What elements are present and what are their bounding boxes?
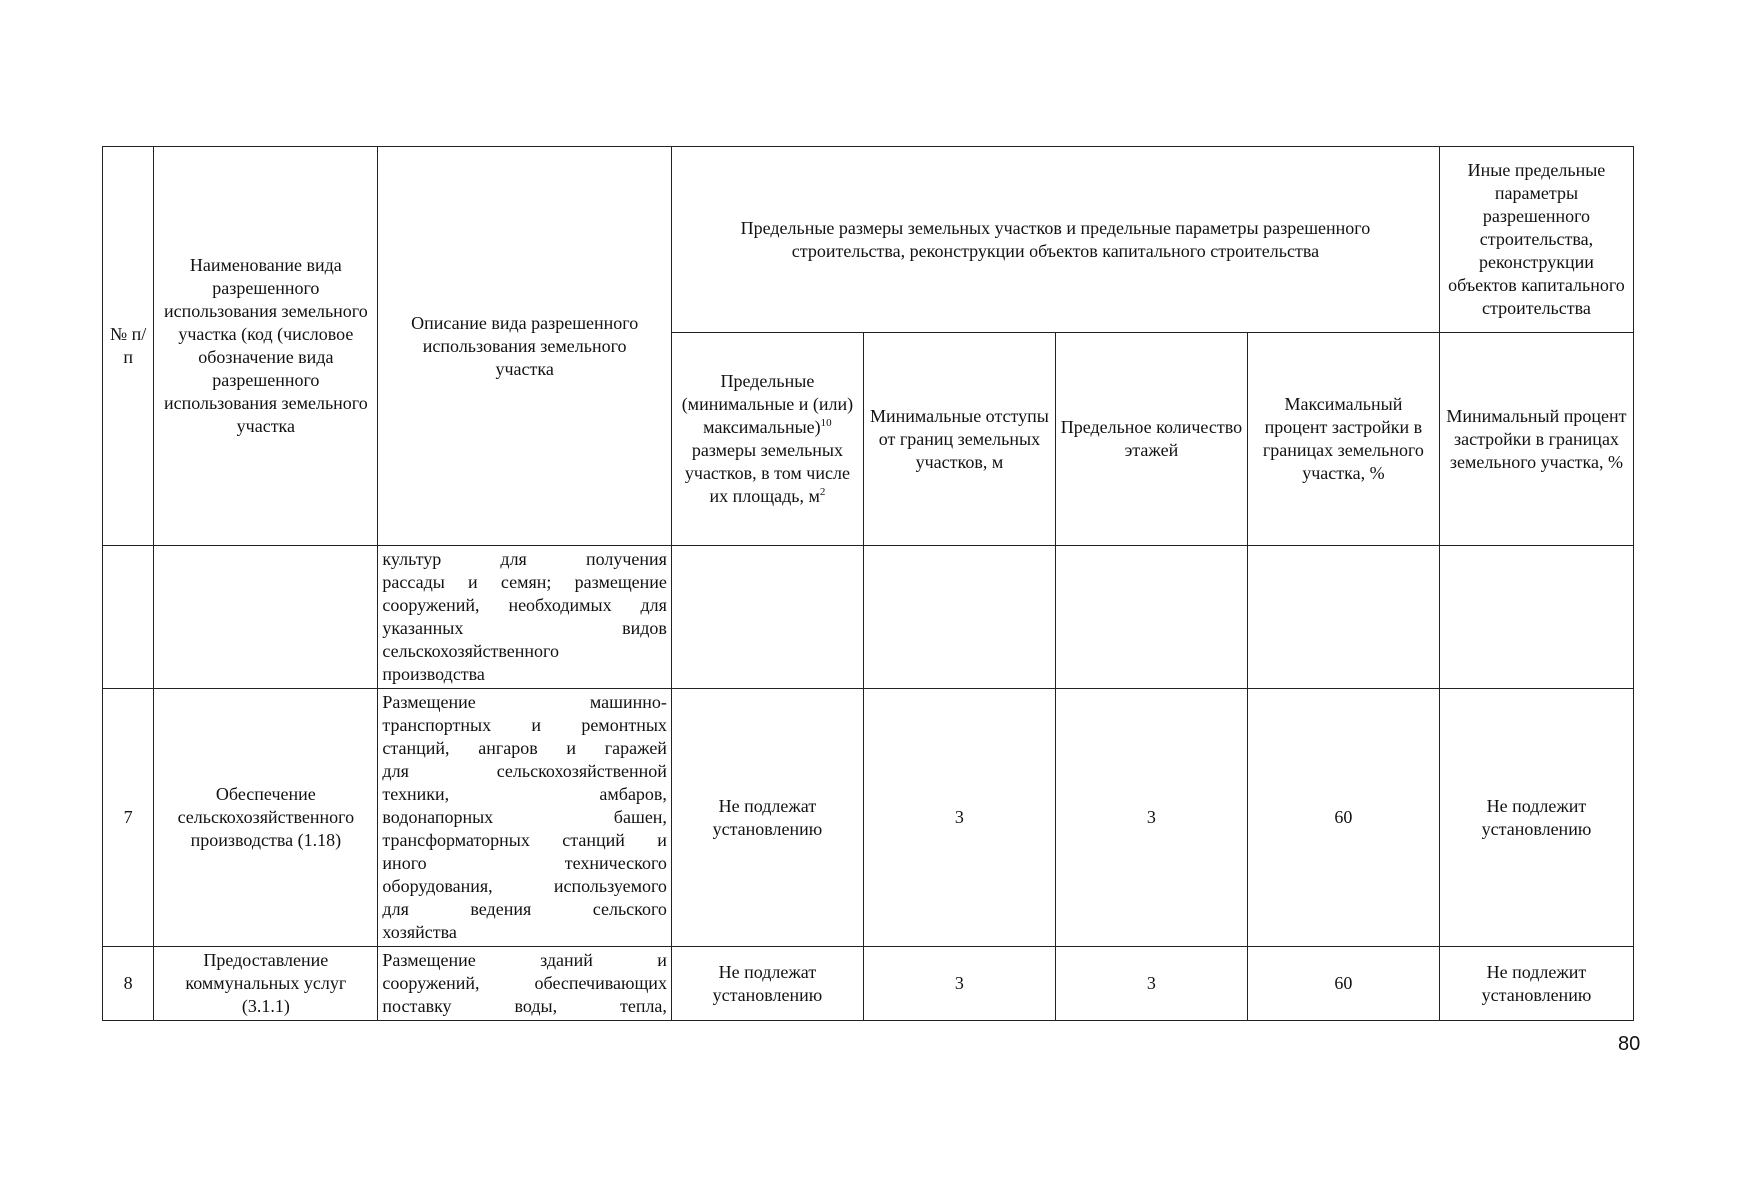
description-line: сооружений, необходимых для [382, 595, 667, 615]
regulations-table [102, 146, 1634, 1021]
description-line: Размещение зданий и [382, 950, 667, 970]
header-col-floors: Предельное количество этажей [1055, 333, 1247, 546]
row-setbacks: 3 [863, 689, 1055, 947]
row-max-percent: 60 [1247, 947, 1439, 1021]
row-setbacks: 3 [863, 947, 1055, 1021]
description-line: трансформаторных станций и [382, 830, 667, 850]
header-col-setbacks: Минимальные отступы от границ земельных участков, м [863, 333, 1055, 546]
description-line: Размещение машинно- [382, 692, 667, 712]
row-num [103, 546, 154, 689]
header-col-sizes-pre: Предельные (минимальные и (или) максимальные) [681, 371, 854, 437]
row-floors: 3 [1055, 689, 1247, 947]
row-num: 7 [103, 689, 154, 947]
row-description [378, 546, 672, 689]
row-sizes: Не подлежат установлению [671, 947, 863, 1021]
description-line: сельскохозяйственного [382, 641, 559, 661]
header-name: Наименование вида разрешенного использования земельного участка (код (числовое обозначение вида разрешенного использования земельного участка [154, 147, 378, 546]
description-line: указанных видов [382, 618, 667, 638]
header-row-1 [103, 147, 1634, 333]
row-description [378, 689, 672, 947]
description-line: иного технического [382, 853, 667, 873]
row-max-percent [1247, 546, 1439, 689]
row-name: Предоставление коммунальных услуг (3.1.1) [154, 947, 378, 1021]
row-description [378, 947, 672, 1021]
description-line: поставку воды, тепла, [382, 996, 667, 1016]
header-col-min-percent: Минимальный процент застройки в границах земельного участка, % [1439, 333, 1633, 546]
page-number: 80 [1618, 1033, 1641, 1055]
row-name: Обеспечение сельскохозяйственного производства (1.18) [154, 689, 378, 947]
description-line: культур для получения [382, 549, 667, 569]
row-min-percent [1439, 546, 1633, 689]
header-limits-group: Предельные размеры земельных участков и предельные параметры разрешенного строительства, реконструкции объектов капитального строительства [671, 147, 1439, 333]
table-row [103, 947, 1634, 1021]
row-max-percent: 60 [1247, 689, 1439, 947]
row-setbacks [863, 546, 1055, 689]
description-line: рассады и семян; размещение [382, 572, 667, 592]
header-description: Описание вида разрешенного использования земельного участка [378, 147, 672, 546]
header-col-max-percent: Максимальный процент застройки в границах земельного участка, % [1247, 333, 1439, 546]
unit-exponent: 2 [819, 486, 826, 498]
row-sizes [671, 546, 863, 689]
row-floors [1055, 546, 1247, 689]
description-line: техники, амбаров, [382, 784, 667, 804]
description-line: транспортных и ремонтных [382, 715, 667, 735]
row-sizes: Не подлежат установлению [671, 689, 863, 947]
row-name [154, 546, 378, 689]
header-col-sizes-post: размеры земельных участков, в том числе их площадь, м [684, 440, 850, 506]
row-floors: 3 [1055, 947, 1247, 1021]
description-line: станций, ангаров и гаражей [382, 738, 667, 758]
footnote-mark: 10 [820, 417, 832, 429]
description-line: производства [382, 664, 485, 684]
row-min-percent: Не подлежит установлению [1439, 947, 1633, 1021]
description-line: для ведения сельского [382, 899, 667, 919]
description-line: водонапорных башен, [382, 807, 667, 827]
description-line: оборудования, используемого [382, 876, 667, 896]
table-row [103, 546, 1634, 689]
header-other-group: Иные предельные параметры разрешенного строительства, реконструкции объектов капитального строительства [1439, 147, 1633, 333]
description-line: сооружений, обеспечивающих [382, 973, 667, 993]
row-min-percent: Не подлежит установлению [1439, 689, 1633, 947]
description-line: для сельскохозяйственной [382, 761, 667, 781]
row-num: 8 [103, 947, 154, 1021]
table-row [103, 689, 1634, 947]
header-num: № п/п [103, 147, 154, 546]
description-line: хозяйства [382, 922, 457, 942]
header-col-sizes [671, 333, 863, 546]
